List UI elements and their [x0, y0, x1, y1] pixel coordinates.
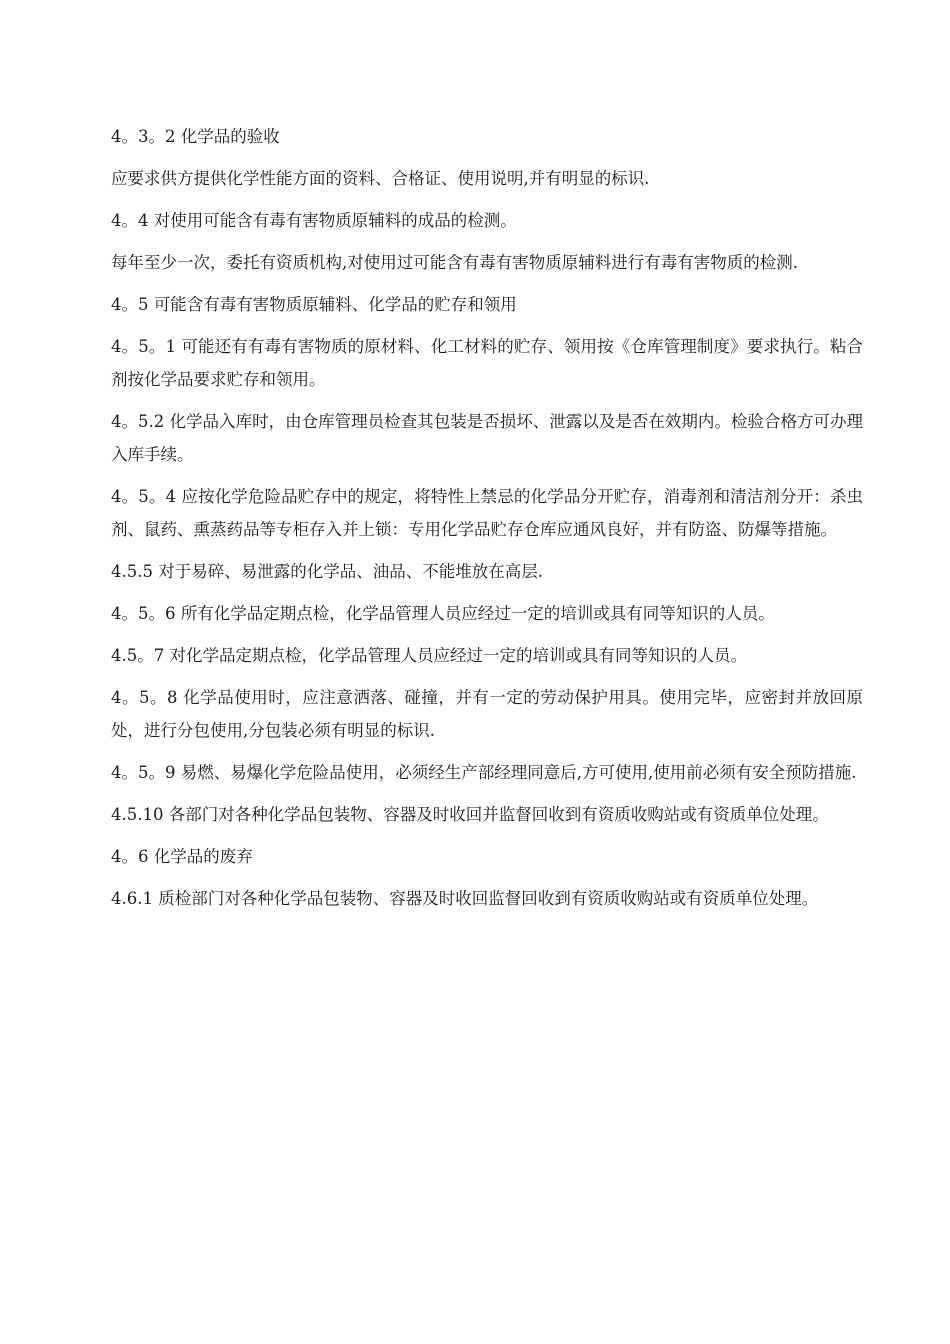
heading-4-5: 4。5 可能含有毒有害物质原辅料、化学品的贮存和领用: [111, 295, 517, 314]
paragraph-acceptance: 应要求供方提供化学性能方面的资料、合格证、使用说明,并有明显的标识.: [111, 169, 650, 188]
heading-4-3-2: 4。3。2 化学品的验收: [111, 127, 280, 146]
paragraph-4-5-4: 4。5。4 应按化学危险品贮存中的规定，将特性上禁忌的化学品分开贮存，消毒剂和清洁剂分开：杀虫剂、鼠药、熏蒸药品等专柜存入并上锁：专用化学品贮存仓库应通风良好，并有防盗、防爆等措施。: [111, 487, 863, 539]
paragraph-4-5-7: 4.5。7 对化学品定期点检，化学品管理人员应经过一定的培训或具有同等知识的人员。: [111, 646, 747, 665]
paragraph-4-5-9: 4。5。9 易燃、易爆化学危险品使用，必须经生产部经理同意后,方可使用,使用前必须有安全预防措施.: [111, 763, 857, 782]
paragraph-4-5-8: 4。5。8 化学品使用时，应注意洒落、碰撞，并有一定的劳动保护用具。使用完毕，应密封并放回原处，进行分包使用,分包装必须有明显的标识.: [111, 688, 863, 740]
paragraph-4-5-1: 4。5。1 可能还有有毒有害物质的原材料、化工材料的贮存、领用按《仓库管理制度》要求执行。粘合剂按化学品要求贮存和领用。: [111, 337, 863, 389]
paragraph-4-5-6: 4。5。6 所有化学品定期点检，化学品管理人员应经过一定的培训或具有同等知识的人员。: [111, 604, 775, 623]
heading-4-4: 4。4 对使用可能含有毒有害物质原辅料的成品的检测。: [111, 211, 517, 230]
paragraph-annual-test: 每年至少一次，委托有资质机构,对使用过可能含有毒有害物质原辅料进行有毒有害物质的检测.: [111, 253, 798, 272]
paragraph-4-5-5: 4.5.5 对于易碎、易泄露的化学品、油品、不能堆放在高层.: [111, 562, 543, 581]
paragraph-4-5-2: 4。5.2 化学品入库时，由仓库管理员检查其包装是否损坏、泄露以及是否在效期内。检验合格方可办理入库手续。: [111, 412, 863, 464]
heading-4-6: 4。6 化学品的废弃: [111, 847, 253, 866]
paragraph-4-6-1: 4.6.1 质检部门对各种化学品包装物、容器及时收回监督回收到有资质收购站或有资质单位处理。: [111, 889, 819, 908]
document-body: [111, 120, 863, 924]
paragraph-4-5-10: 4.5.10 各部门对各种化学品包装物、容器及时收回并监督回收到有资质收购站或有资质单位处理。: [111, 805, 829, 824]
